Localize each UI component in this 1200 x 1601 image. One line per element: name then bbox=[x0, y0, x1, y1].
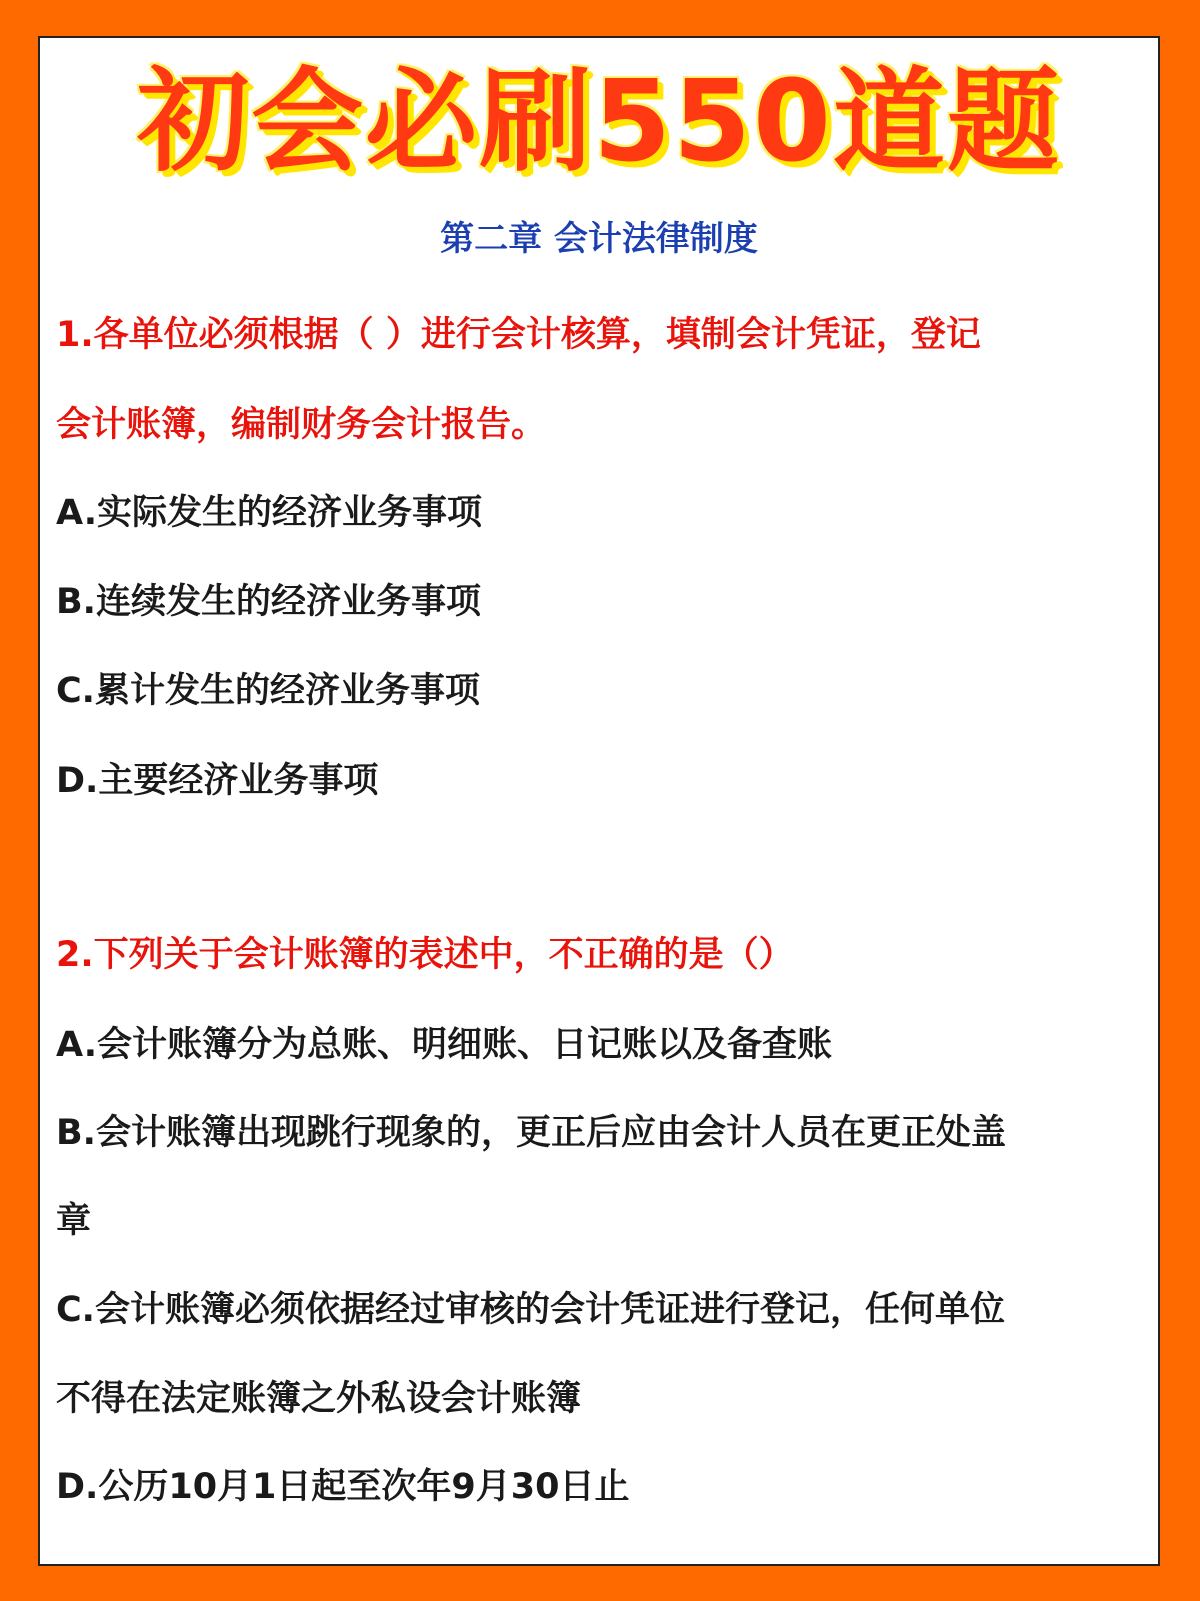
question-1-stem-line-2: 会计账簿，编制财务会计报告。 bbox=[56, 405, 547, 445]
question-1-option-c: C.累计发生的经济业务事项 bbox=[56, 671, 480, 711]
question-2-stem: 2.下列关于会计账簿的表述中，不正确的是（） bbox=[56, 935, 794, 975]
question-1-option-b: B.连续发生的经济业务事项 bbox=[56, 582, 481, 622]
page-title: 初会必刷550道题 bbox=[137, 57, 1061, 187]
question-2-option-b-line-2: 章 bbox=[56, 1201, 92, 1241]
question-2-option-b-line-1: B.会计账簿出现跳行现象的，更正后应由会计人员在更正处盖 bbox=[56, 1113, 1006, 1153]
question-2-option-d: D.公历10月1日起至次年9月30日止 bbox=[56, 1467, 630, 1507]
question-2-option-c-line-1: C.会计账簿必须依据经过审核的会计凭证进行登记，任何单位 bbox=[56, 1290, 1005, 1330]
question-1-option-a: A.实际发生的经济业务事项 bbox=[56, 493, 483, 533]
question-card bbox=[38, 36, 1160, 1566]
question-2-option-c-line-2: 不得在法定账簿之外私设会计账簿 bbox=[56, 1379, 582, 1419]
chapter-heading: 第二章 会计法律制度 bbox=[440, 219, 758, 259]
question-1-option-d: D.主要经济业务事项 bbox=[56, 761, 379, 801]
question-2-option-a: A.会计账簿分为总账、明细账、日记账以及备查账 bbox=[56, 1025, 833, 1065]
question-1-stem-line-1: 1.各单位必须根据（ ）进行会计核算，填制会计凭证，登记 bbox=[56, 315, 981, 355]
